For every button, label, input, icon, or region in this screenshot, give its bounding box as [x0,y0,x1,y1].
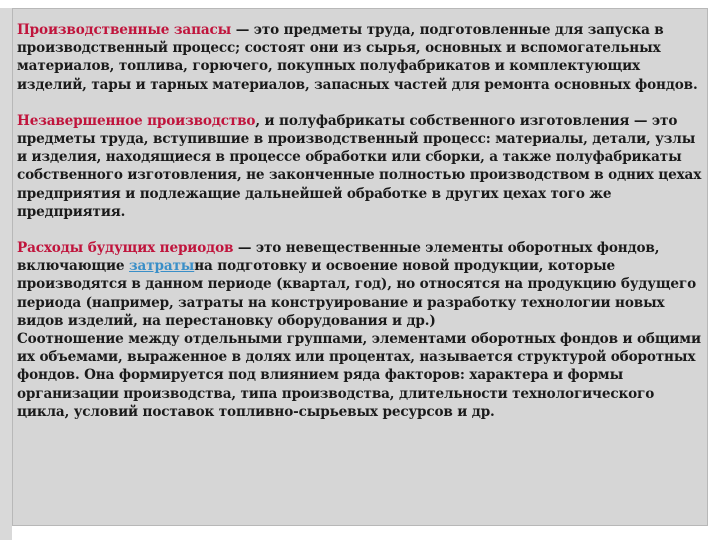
term-work-in-progress: Незавершенное производство [17,112,256,129]
paragraph-work-in-progress [17,112,707,221]
paragraph-deferred-expenses [17,239,707,330]
term-production-stocks: Производственные запасы [17,22,232,38]
costs-link[interactable]: затраты [129,258,195,275]
right-margin [708,0,720,540]
paragraph-structure [17,330,707,421]
paragraph-production-stocks [17,21,707,94]
term-deferred-expenses: Расходы будущих периодов [17,240,234,257]
paragraph-text: — это невещественные элементы оборотных фондов, включающие [17,240,660,275]
paragraph-text: на подготовку и освоение новой продукции, которые производятся в данном периоде (квартал, год), но относятся на продукцию будущего периода (например, затраты на конструирование и разработку технологии новых видов изделий, на перестановку оборудования и др.) [17,258,696,329]
top-margin [12,0,720,8]
left-margin [0,8,12,540]
paragraph-text: — это предметы труда, подготовленные для запуска в производственный процесс; состоят они из сырья, основных и вспомогательных материалов, топлива, горючего, покупных полуфабрикатов и комплектующих изделий, тары и тарных материалов, запасных частей для ремонта основных фондов. [17,22,698,93]
paragraph-text: Соотношение между отдельными группами, элементами оборотных фондов и общими их объемами, выраженное в долях или процентах, называется структурой оборотных фондов. Она формируется под влиянием ряда факторов: характера и формы организации производства, типа производства, длительности технологического цикла, условий поставок топливно-сырьевых ресурсов и др. [17,331,701,420]
paragraph-text: , и полуфабрикаты собственного изготовления — это предметы труда, вступившие в производственный процесс: материалы, детали, узлы и изделия, находящиеся в процессе обработки или сборки, а также полуфабрикаты собственного изготовления, не законченные полностью производством в одних цехах предприятия и подлежащие дальнейшей обработке в других цехах того же предприятия. [17,112,702,220]
slide-content [17,21,707,421]
